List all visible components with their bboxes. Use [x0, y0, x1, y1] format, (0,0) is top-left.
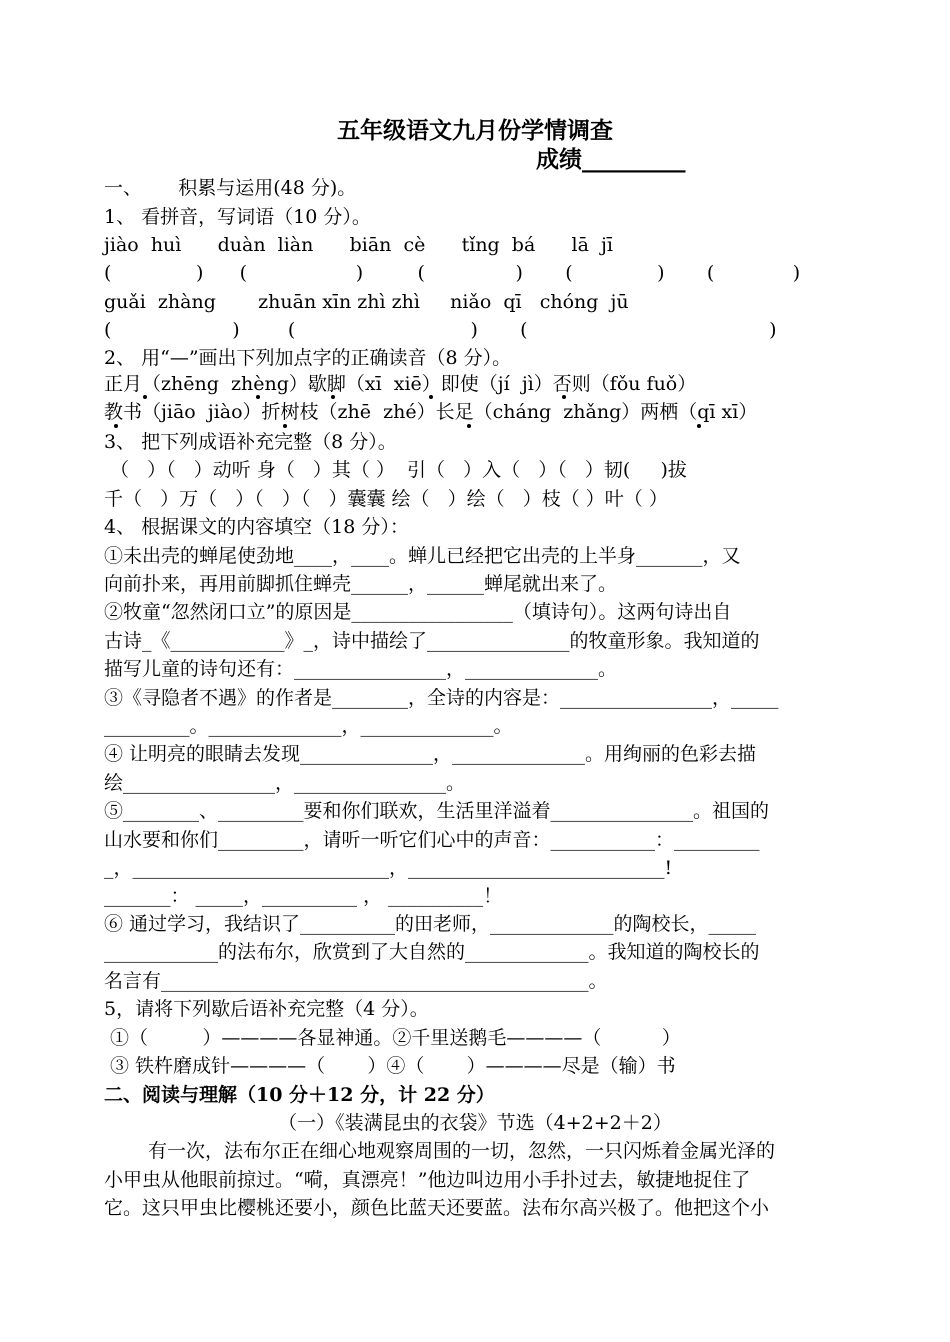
reading-paragraph-line: 小甲虫从他眼前掠过。“嗬，真漂亮！”他边叫边用小手扑过去，敏捷地捉住了: [104, 1169, 751, 1191]
emphasis-dot: [256, 395, 260, 399]
emphasis-dot: [143, 395, 147, 399]
q4-line: _，___________________________，___________________________!: [104, 857, 673, 879]
q2-line1: 正月（zhēng zhèng）歇脚（xī xiē）即使（jí jì）否则（fǒu fuǒ）: [104, 373, 697, 395]
q1-blanks-row2: ( ) ( ) ( ): [104, 319, 777, 341]
q4-heading: 4、 根据课文的内容填空（18 分）：: [104, 516, 409, 538]
q4-line: ____________的法布尔，欣赏到了大自然的_____________。我知道的陶校长的: [104, 941, 760, 963]
q4-line: ④ 让明亮的眼睛去发现______________，______________。用绚丽的色彩去描: [104, 743, 757, 765]
reading-paragraph-line: 有一次，法布尔正在细心地观察周围的一切，忽然，一只闪烁着金属光泽的: [148, 1140, 776, 1162]
reading-subheading: （一）《装满昆虫的衣袋》节选（4+2+2＋2）: [278, 1112, 672, 1134]
q4-line: 古诗_《____________》_，诗中描绘了_______________的牧童形象。我知道的: [104, 630, 760, 652]
q4-line: 向前扑来，再用前脚抓住蝉壳______，______蝉尾就出来了。: [104, 573, 618, 595]
q4-line: 名言有_____________________________________________。: [104, 970, 608, 992]
section1-heading: 一、 积累与运用(48 分)。: [104, 177, 357, 199]
q4-line: _______： _____，__________ ， __________！: [104, 885, 503, 907]
q4-line: 描写儿童的诗句还有：________________，______________。: [104, 658, 618, 680]
q2-heading: 2、 用“—”画出下列加点字的正确读音（8 分）。: [104, 347, 512, 369]
q1-heading: 1、 看拼音，写词语（10 分）。: [104, 206, 371, 228]
emphasis-dot: [562, 395, 566, 399]
emphasis-dot: [331, 395, 335, 399]
q4-line: ⑥ 通过学习，我结识了__________的田老师，_____________的陶校长，_____: [104, 913, 757, 935]
emphasis-dot: [697, 424, 701, 428]
q5-line1: ①（ ）————各显神通。②千里送鹅毛————（ ）: [104, 1027, 681, 1049]
q5-line2: ③ 铁杵磨成针————（ ）④（ ）————尽是（输）书: [104, 1055, 676, 1077]
reading-paragraph-line: 它。这只甲虫比樱桃还要小，颜色比蓝天还要蓝。法布尔高兴极了。他把这个小: [104, 1197, 770, 1219]
q1-pinyin-row1: jiào huì duàn liàn biān cè tǐng bá lā jī: [104, 234, 613, 256]
q4-line: _________。______________，______________。: [104, 715, 513, 737]
q4-line: ①未出壳的蝉尾使劲地____，____。蝉儿已经把它出壳的上半身_______，又: [104, 545, 741, 567]
q4-line: ⑤________、_________要和你们联欢，生活里洋溢着_______________。祖国的: [104, 800, 770, 822]
emphasis-dot: [467, 424, 471, 428]
score-line: 成绩_________: [536, 146, 686, 173]
q5-heading: 5，请将下列歇后语补充完整（4 分）。: [104, 998, 429, 1020]
q3-line2: 千（ ）万（ ）（ ）（ ）囊囊 绘（ ）绘（ ）枝（ ）叶（ ）: [104, 488, 668, 510]
q2-line2: 教书（jiāo jiào）折树枝（zhē zhé）长足（cháng zhǎng）两栖（qī xī）: [104, 401, 758, 423]
q4-line: ②牧童“忽然闭口立”的原因是_________________（填诗句）。这两句诗出自: [104, 601, 732, 623]
emphasis-dot: [283, 424, 287, 428]
q4-line: 山水要和你们_________，请听一听它们心中的声音：___________：_________: [104, 829, 760, 851]
emphasis-dot: [429, 395, 433, 399]
exam-title: 五年级语文九月份学情调查: [337, 117, 613, 144]
emphasis-dot: [114, 424, 118, 428]
q3-heading: 3、 把下列成语补充完整（8 分）。: [104, 431, 397, 453]
section2-heading: 二、阅读与理解（10 分＋12 分，计 22 分）: [104, 1084, 495, 1106]
q1-blanks-row1: ( ) ( ) ( ) ( ) ( ): [104, 262, 801, 284]
q4-line: ③《寻隐者不遇》的作者是________，全诗的内容是：________________，_____: [104, 687, 779, 709]
q4-line: 绘________________，________________。: [104, 772, 466, 794]
q1-pinyin-row2: guǎi zhàng zhuān xīn zhì zhì niǎo qī chóng jū: [104, 291, 629, 313]
q3-line1: （ ）（ ）动听 身（ ）其（ ） 引（ ）入（ ）（ ）韧( )拔: [104, 459, 687, 481]
